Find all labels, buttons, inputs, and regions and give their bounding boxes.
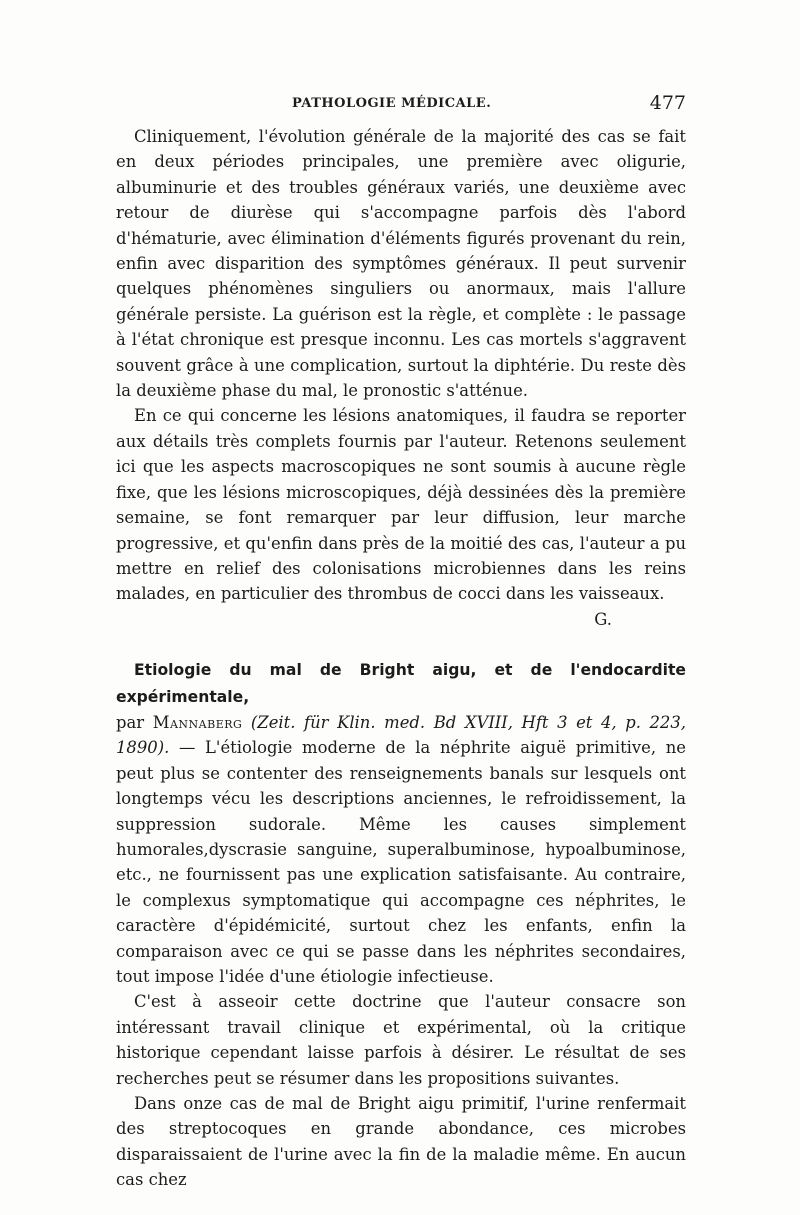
article-title: Etiologie du mal de Bright aigu, et de l'endocardite expérimentale, [116,661,686,706]
paragraph: Cliniquement, l'évolution générale de la majorité des cas se fait en deux périodes principales, une première avec oligurie, albuminurie et des troubles généraux variés, une deuxième avec retour de diurèse qui s'accompagne parfois dès l'abord d'hématurie, avec élimination d'éléments figurés provenant du rein, enfin avec disparition des symptômes généraux. Il peut survenir quelques phénomènes singuliers ou anormaux, mais l'allure générale persiste. La guérison est la règle, et complète : le passage à l'état chronique est presque inconnu. Les cas mortels s'aggravent souvent grâce à une complication, surtout la diphtérie. Du reste dès la deuxième phase du mal, le pronostic s'atténue. [116,127,686,401]
par-word: par [116,712,153,732]
author-name: Mannaberg [152,712,243,732]
page-header [116,92,686,120]
paragraph-text: — L'étiologie moderne de la néphrite aiguë primitive, ne peut plus se contenter des renseignements banals sur lesquels ont longtemps vécu les descriptions anciennes, le refroidissement, la suppression sudorale. Même les causes simplement humorales,dyscrasie sanguine, superalbuminose, hypoalbuminose, etc., ne fournissent pas une explication satisfaisante. Au contraire, le complexus symptomatique qui accompagne ces néphrites, le caractère d'épidémicité, surtout chez les enfants, enfin la comparaison avec ce qui se passe dans les néphrites secondaires, tout impose l'idée d'une étiologie infectieuse. [116,738,686,986]
signature: G. [594,609,612,629]
article-paragraph [116,657,686,989]
page-number: 477 [649,92,686,114]
body-text [116,124,686,1193]
citation: (Zeit. für Klin. med. Bd XVIII, Hft 3 et 4, p. 223, 1890). [116,712,687,758]
running-title: PATHOLOGIE MÉDICALE. [292,96,492,111]
paragraph: En ce qui concerne les lésions anatomiques, il faudra se reporter aux détails très complets fournis par l'auteur. Retenons seulement ici que les aspects macroscopiques ne sont soumis à aucune règle fixe, que les lésions microscopiques, déjà dessinées dès la première semaine, se font remarquer par leur diffusion, leur marche progressive, et qu'enfin dans près de la moitié des cas, l'auteur a pu mettre en relief des colonisations microbiennes dans les reins malades, en particulier des thrombus de cocci dans les vaisseaux. [116,406,686,604]
paragraph: Dans onze cas de mal de Bright aigu primitif, l'urine renfermait des streptocoques en grande abondance, ces microbes disparaissaient de l'urine avec la fin de la maladie même. En aucun cas chez [116,1094,686,1190]
section-gap [116,632,686,657]
paragraph: C'est à asseoir cette doctrine que l'auteur consacre son intéressant travail clinique et expérimental, où la critique historique cependant laisse parfois à désirer. Le résultat de ses recherches peut se résumer dans les propositions suivantes. [116,992,686,1088]
